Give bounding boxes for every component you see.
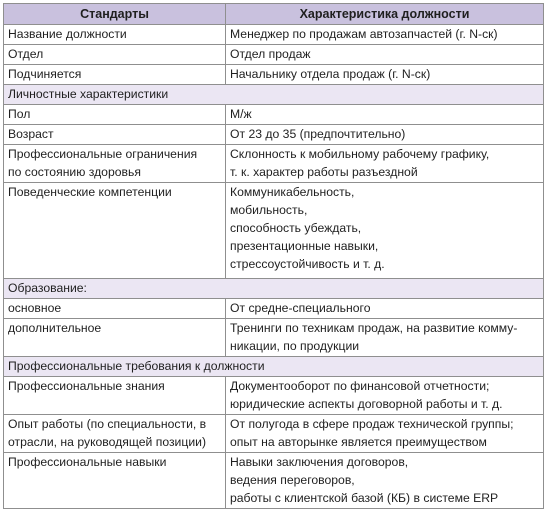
row-label — [4, 453, 226, 509]
section-row — [4, 279, 544, 299]
row-label — [4, 377, 226, 415]
row-value-line: Навыки заключения договоров, — [230, 455, 409, 469]
header-characteristics: Характеристика должности — [226, 4, 544, 25]
row-value-line: опыт на авторынке является преимуществом — [230, 435, 487, 449]
row-value — [226, 125, 544, 145]
row-label — [4, 65, 226, 85]
row-label — [4, 25, 226, 45]
row-label-line: Профессиональные ограничения — [8, 147, 198, 161]
section-title: Личностные характеристики — [4, 85, 544, 105]
row-value-line: ведения переговоров, — [230, 473, 355, 487]
row-value-line: От средне-специального — [230, 301, 371, 315]
row-value-line: работы с клиентской базой (КБ) в системе ERP — [230, 491, 499, 505]
section-row — [4, 357, 544, 377]
row-value — [226, 319, 544, 357]
row-value — [226, 45, 544, 65]
row-label-line: по состоянию здоровья — [8, 165, 141, 179]
row-value-line: юридические аспекты договорной работы и т. д. — [230, 397, 503, 411]
row-label — [4, 105, 226, 125]
row-value-line: никации, по продукции — [230, 339, 360, 353]
section-title: Профессиональные требования к должности — [4, 357, 544, 377]
row-value-line: мобильность, — [230, 203, 308, 217]
row-value-line: От 23 до 35 (предпочтительно) — [230, 127, 406, 141]
header-standards: Стандарты — [4, 4, 226, 25]
table-row — [4, 415, 544, 453]
table-row — [4, 45, 544, 65]
row-label — [4, 183, 226, 279]
row-label-line: Подчиняется — [8, 67, 82, 81]
row-label-line: Поведенческие компетенции — [8, 185, 172, 199]
table-row — [4, 145, 544, 183]
row-value — [226, 25, 544, 45]
row-label-line: Пол — [8, 107, 31, 121]
table-row — [4, 125, 544, 145]
row-value — [226, 105, 544, 125]
row-value-line: М/ж — [230, 107, 252, 121]
job-standards-table — [3, 3, 544, 509]
row-value-line: презентационные навыки, — [230, 239, 379, 253]
row-label — [4, 145, 226, 183]
table-header-row — [4, 4, 544, 25]
table-row — [4, 453, 544, 509]
table-row — [4, 377, 544, 415]
row-value-line: Начальнику отдела продаж (г. N-ск) — [230, 67, 431, 81]
row-value — [226, 453, 544, 509]
row-value — [226, 145, 544, 183]
row-label-line: Возраст — [8, 127, 54, 141]
row-value-line: Отдел продаж — [230, 47, 311, 61]
row-value — [226, 65, 544, 85]
row-value-line: Менеджер по продажам автозапчастей (г. N-ск) — [230, 27, 498, 41]
row-label — [4, 125, 226, 145]
row-value-line: т. к. характер работы разъездной — [230, 165, 418, 179]
row-value-line: способность убеждать, — [230, 221, 362, 235]
table-row — [4, 65, 544, 85]
row-label — [4, 319, 226, 357]
row-label — [4, 415, 226, 453]
row-value-line: Тренинги по техникам продаж, на развитие комму- — [230, 321, 518, 335]
table-row — [4, 25, 544, 45]
row-value-line: стрессоустойчивость и т. д. — [230, 257, 385, 271]
row-label-line: Профессиональные навыки — [8, 455, 167, 469]
table-row — [4, 105, 544, 125]
table-row — [4, 299, 544, 319]
row-value-line: Коммуникабельность, — [230, 185, 355, 199]
row-value-line: От полугода в сфере продаж технической группы; — [230, 417, 514, 431]
row-value — [226, 415, 544, 453]
row-label-line: Название должности — [8, 27, 127, 41]
table-row — [4, 183, 544, 279]
row-value — [226, 183, 544, 279]
row-label — [4, 45, 226, 65]
row-value-line: Документооборот по финансовой отчетности; — [230, 379, 490, 393]
row-value-line: Склонность к мобильному рабочему графику, — [230, 147, 490, 161]
section-row — [4, 85, 544, 105]
row-value — [226, 377, 544, 415]
row-value — [226, 299, 544, 319]
row-label-line: дополнительное — [8, 321, 102, 335]
row-label — [4, 299, 226, 319]
row-label-line: Опыт работы (по специальности, в — [8, 417, 207, 431]
row-label-line: Отдел — [8, 47, 44, 61]
row-label-line: отрасли, на руководящей позиции) — [8, 435, 207, 449]
table-row — [4, 319, 544, 357]
row-label-line: Профессиональные знания — [8, 379, 165, 393]
section-title: Образование: — [4, 279, 544, 299]
row-label-line: основное — [8, 301, 62, 315]
table-body — [4, 25, 544, 509]
